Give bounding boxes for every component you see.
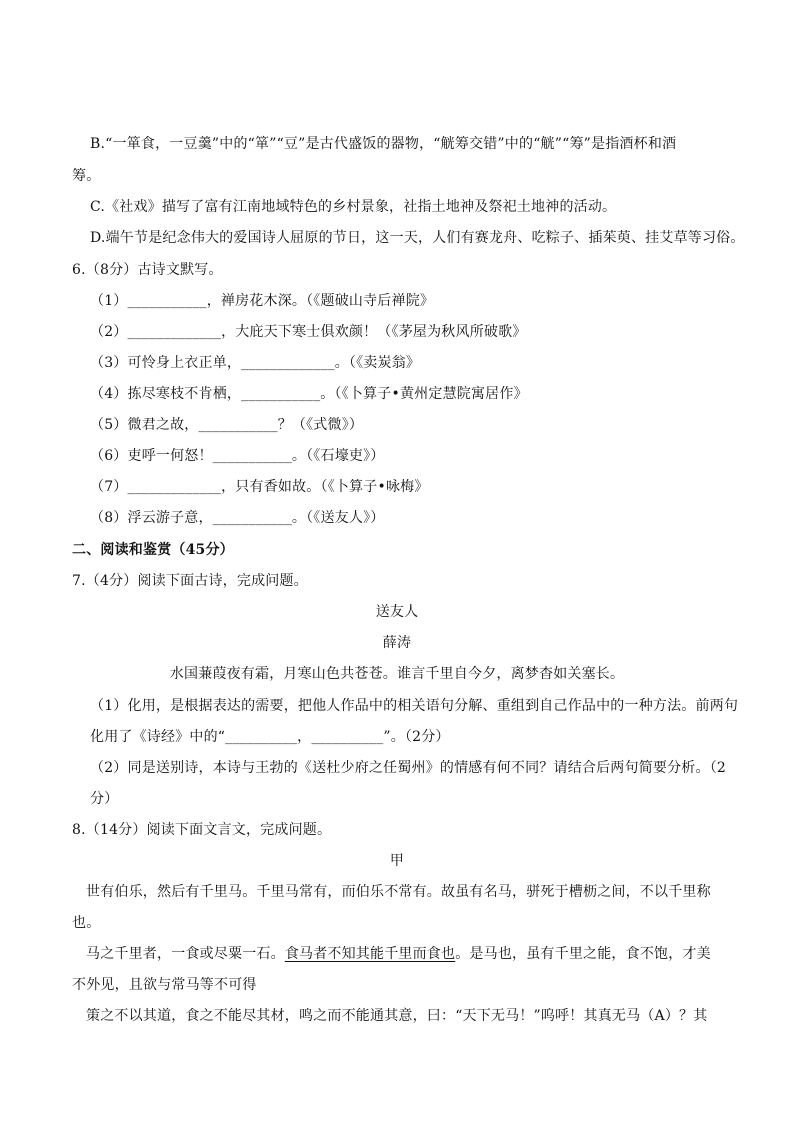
- section-2-heading: 二、阅读和鉴赏（45分）: [72, 542, 234, 558]
- passage-p1-line1: 世有伯乐，然后有千里马。千里马常有，而伯乐不常有。故虽有名马，骈死于槽枥之间，不以千里称: [86, 884, 711, 900]
- q6-item-1: （1）___________，禅房花木深。（《题破山寺后禅院》: [90, 293, 435, 309]
- q6-item-5: （5）微君之故，___________？（《式微》）: [90, 417, 364, 433]
- q5-option-c: C.《社戏》描写了富有江南地域特色的乡村景象，社指土地神及祭祀土地神的活动。: [90, 199, 617, 215]
- passage-p3-line1: 策之不以其道，食之不能尽其材，鸣之而不能通其意，曰：“天下无马！”呜呼！其真无马（A）？其: [86, 1008, 708, 1024]
- passage-p1-line2: 也。: [72, 915, 101, 931]
- q5-option-d: D.端午节是纪念伟大的爱国诗人屈原的节日，这一天，人们有赛龙舟、吃粽子、插茱萸、挂艾草等习俗。: [90, 230, 745, 246]
- poem-text: 水国蒹葭夜有霜，月寒山色共苍苍。谁言千里自今夕，离梦杳如关塞长。: [169, 666, 625, 682]
- passage-p2-text-a: 马之千里者，一食或尽粟一石。: [86, 946, 285, 962]
- q6-item-2: （2）_____________，大庇天下寒士俱欢颜！（《茅屋为秋风所破歌》: [90, 324, 527, 340]
- passage-p2-line2: 不外见，且欲与常马等不可得: [72, 977, 257, 993]
- q6-item-8: （8）浮云游子意，___________。（《送友人》）: [90, 510, 385, 526]
- q6-item-4: （4）拣尽寒枝不肯栖，___________。（《卜算子•黄州定慧院寓居作》: [90, 386, 528, 402]
- q5-option-b-line1: B.“一箪食，一豆羹”中的“箪”“豆”是古代盛饭的器物，“觥筹交错”中的“觥”“筹”是指酒杯和酒: [90, 136, 677, 152]
- q6-item-6: （6）吏呼一何怒！___________。（《石壕吏》）: [90, 448, 385, 464]
- passage-p2-line1: [86, 944, 711, 964]
- passage-p2-text-b: 。是马也，虽有千里之能，食不饱，才美: [455, 946, 711, 962]
- q7-stem: 7.（4分）阅读下面古诗，完成问题。: [72, 573, 308, 589]
- q7-sub1-line1: （1）化用，是根据表达的需要，把他人作品中的相关语句分解、重组到自己作品中的一种方法。前两句: [90, 698, 739, 714]
- q7-sub1-line2: 化用了《诗经》中的“__________，__________”。（2分）: [90, 729, 450, 745]
- passage-underlined-sentence: 食马者不知其能千里而食也: [284, 946, 456, 962]
- q6-item-3: （3）可怜身上衣正单，_____________。（《卖炭翁》: [90, 355, 421, 371]
- q7-sub2-line2: 分）: [90, 791, 119, 807]
- q7-sub2-line1: （2）同是送别诗，本诗与王勃的《送杜少府之任蜀州》的情感有何不同？请结合后两句简要分析。（2: [90, 760, 727, 776]
- q6-item-7: （7）_____________，只有香如故。（《卜算子•咏梅》: [90, 479, 429, 495]
- q8-stem: 8.（14分）阅读下面文言文，完成问题。: [72, 822, 332, 838]
- poem-title: 送友人: [375, 604, 419, 620]
- q6-stem: 6.（8分）古诗文默写。: [72, 262, 223, 278]
- q5-option-b-line2: 筹。: [72, 168, 101, 184]
- poem-author: 薛涛: [382, 635, 412, 651]
- passage-part-title: 甲: [389, 853, 405, 869]
